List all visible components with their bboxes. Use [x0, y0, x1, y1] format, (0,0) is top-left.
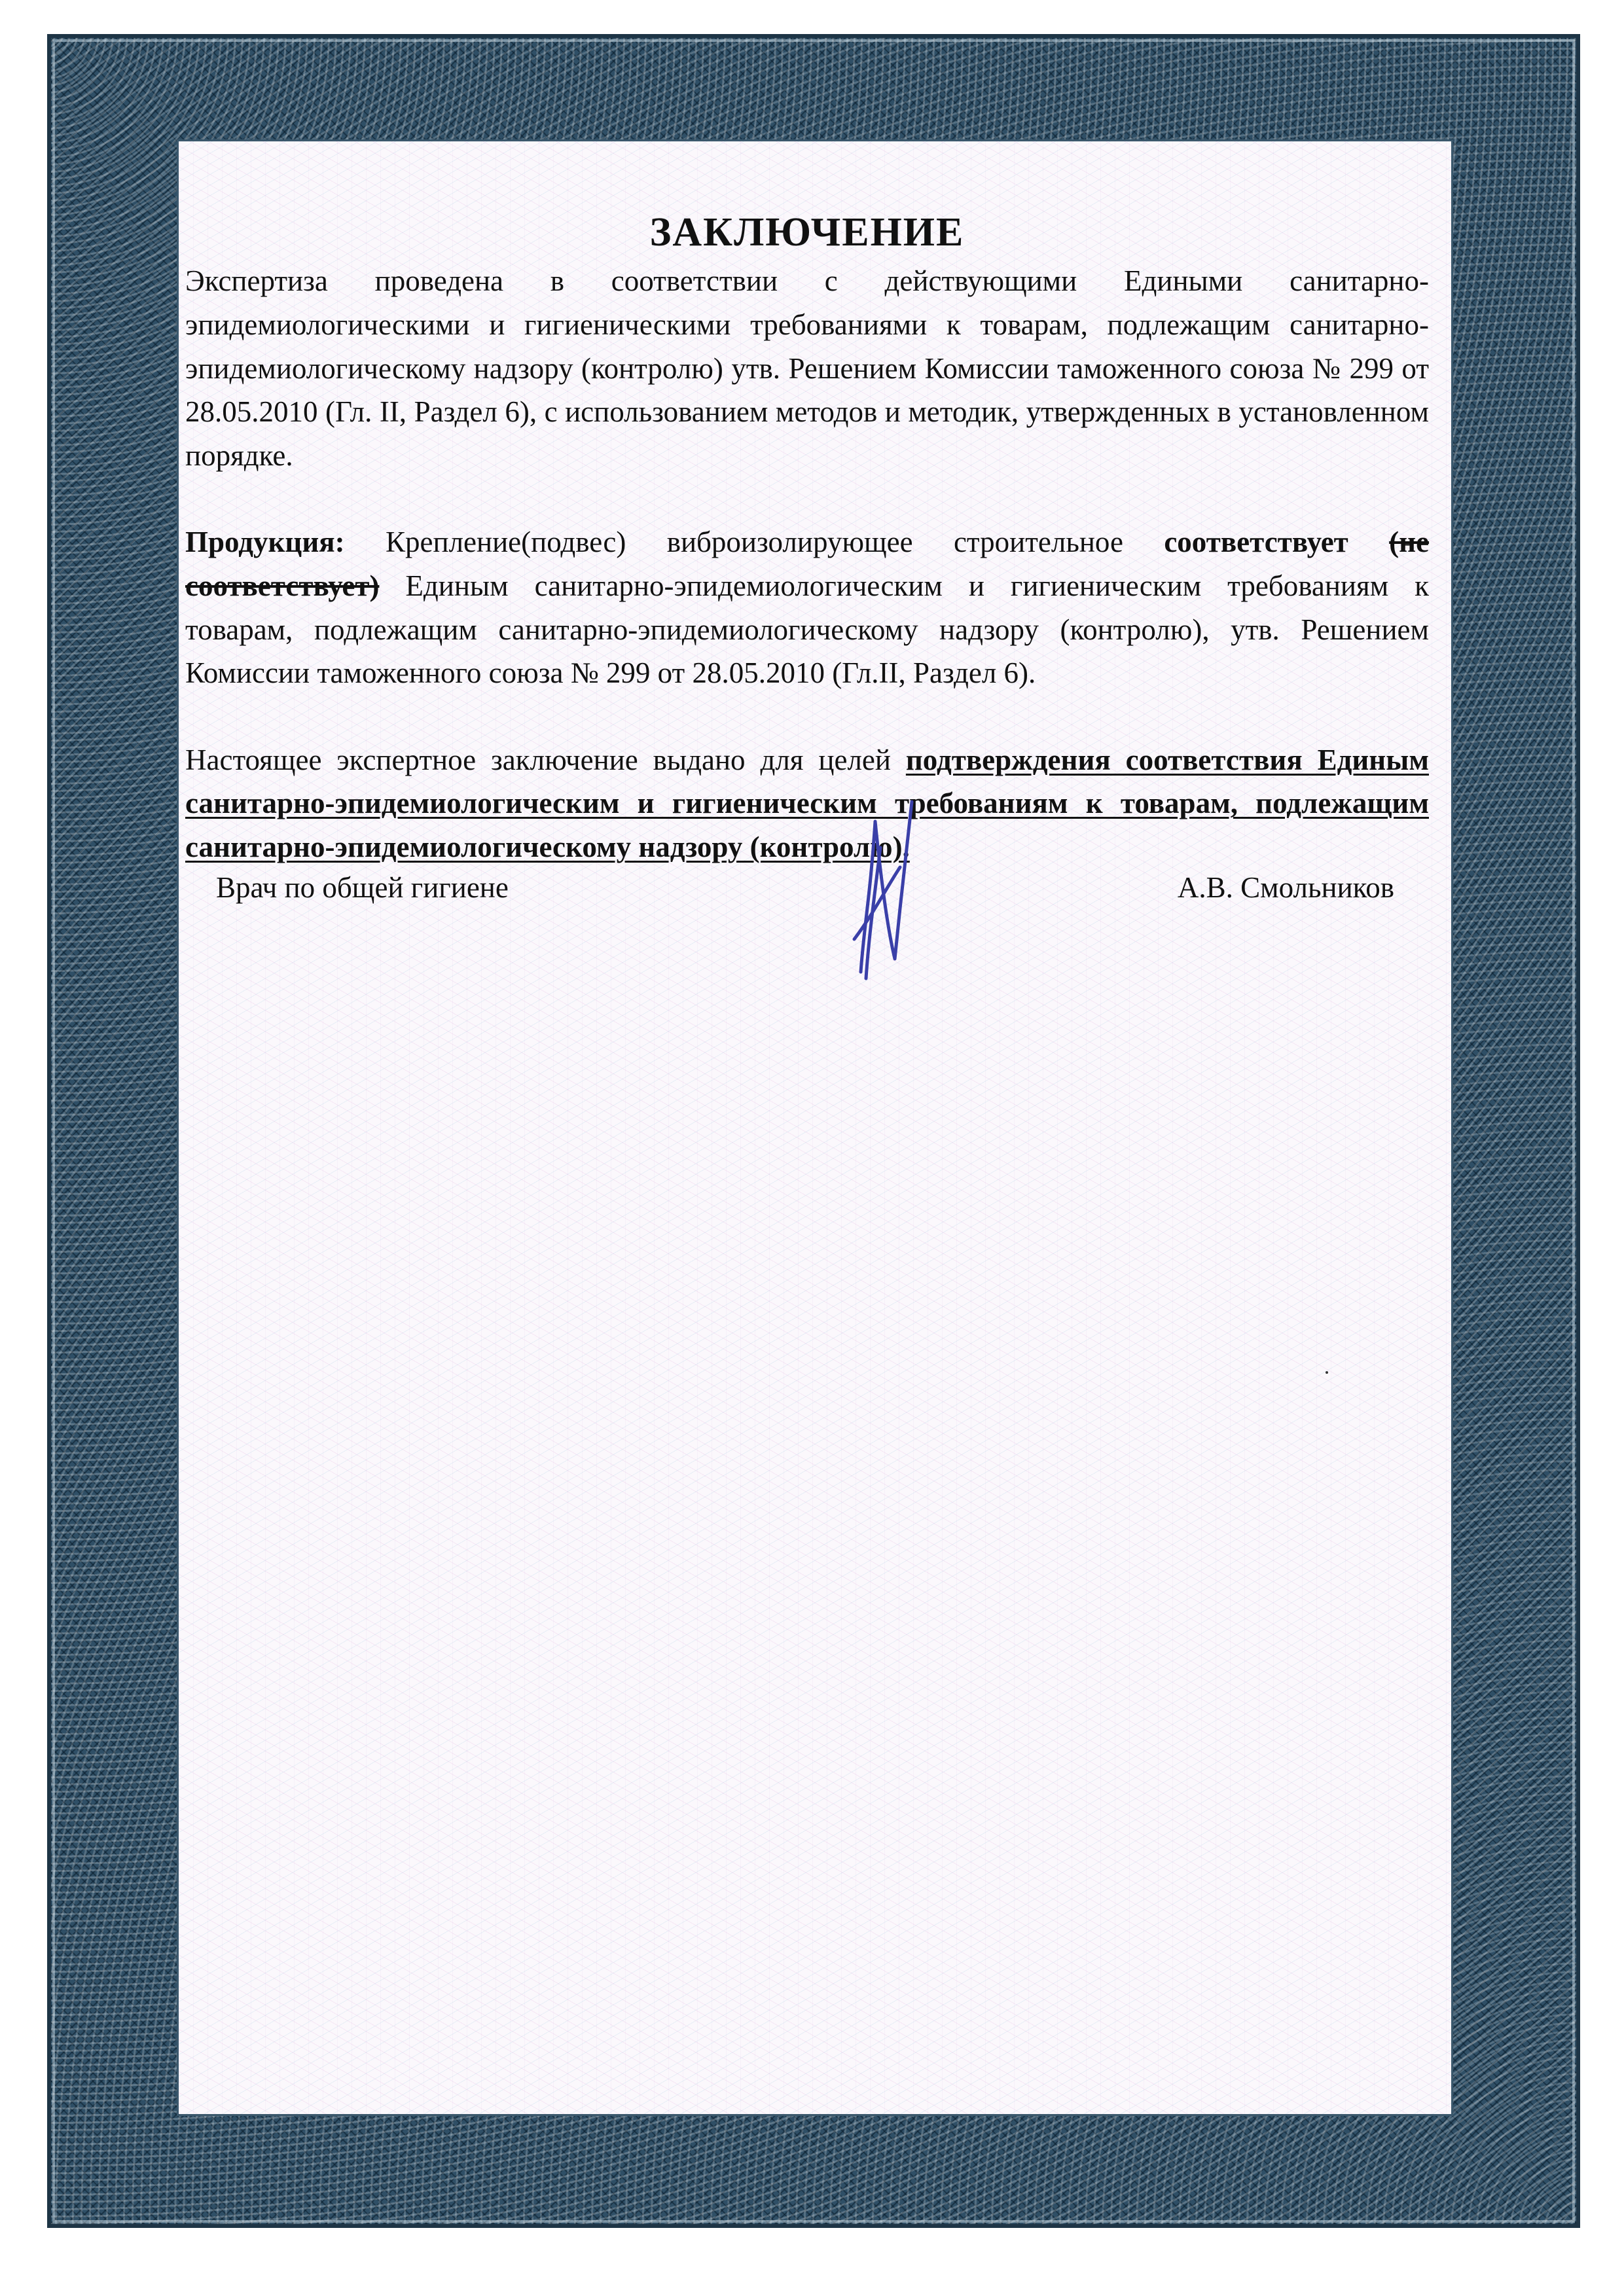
purpose-lead: Настоящее экспертное заключение выдано для целей [185, 743, 891, 776]
product-paragraph [185, 520, 1429, 694]
signer-name: А.В. Смольников [1177, 871, 1394, 904]
signer-role: Врач по общей гигиене [216, 871, 509, 904]
purpose-paragraph [185, 738, 1429, 869]
compliance-status: соответствует [1164, 526, 1348, 559]
product-name: Крепление(подвес) виброизолирующее строительное [386, 526, 1123, 559]
product-label: Продукция: [185, 526, 345, 559]
handwritten-signature [835, 795, 920, 992]
spacer [185, 477, 1429, 520]
product-rest: Единым санитарно-эпидемиологическим и гигиеническим требованиям к товарам, подлежащим санитарно-эпидемиологическому надзору (контролю), утв. Решением Комиссии таможенного союза № 299 от 28.05.2010 (Гл.II, Раздел 6). [185, 569, 1429, 690]
document-title: ЗАКЛЮЧЕНИЕ [649, 210, 965, 255]
spacer [185, 695, 1429, 738]
document-body [185, 208, 1429, 869]
purpose-underlined: подтверждения соответствия Единым санитарно-эпидемиологическим и гигиеническим требованиям к товарам, подлежащим санитарно-эпидемиологическому надзору (контролю). [185, 743, 1430, 863]
struck-status: (не соответствует) [185, 526, 1430, 602]
stray-mark [1326, 1371, 1328, 1374]
signature-row [216, 870, 1394, 910]
intro-paragraph: Экспертиза проведена в соответствии с действующими Едиными санитарно-эпидемиологическими и гигиеническими требованиями к товарам, подлежащим санитарно-эпидемиологическому надзору (контролю) утв. Решением Комиссии таможенного союза № 299 от 28.05.2010 (Гл. II, Раздел 6), с использованием методов и методик, утвержденных в установленном порядке. [185, 264, 1429, 472]
